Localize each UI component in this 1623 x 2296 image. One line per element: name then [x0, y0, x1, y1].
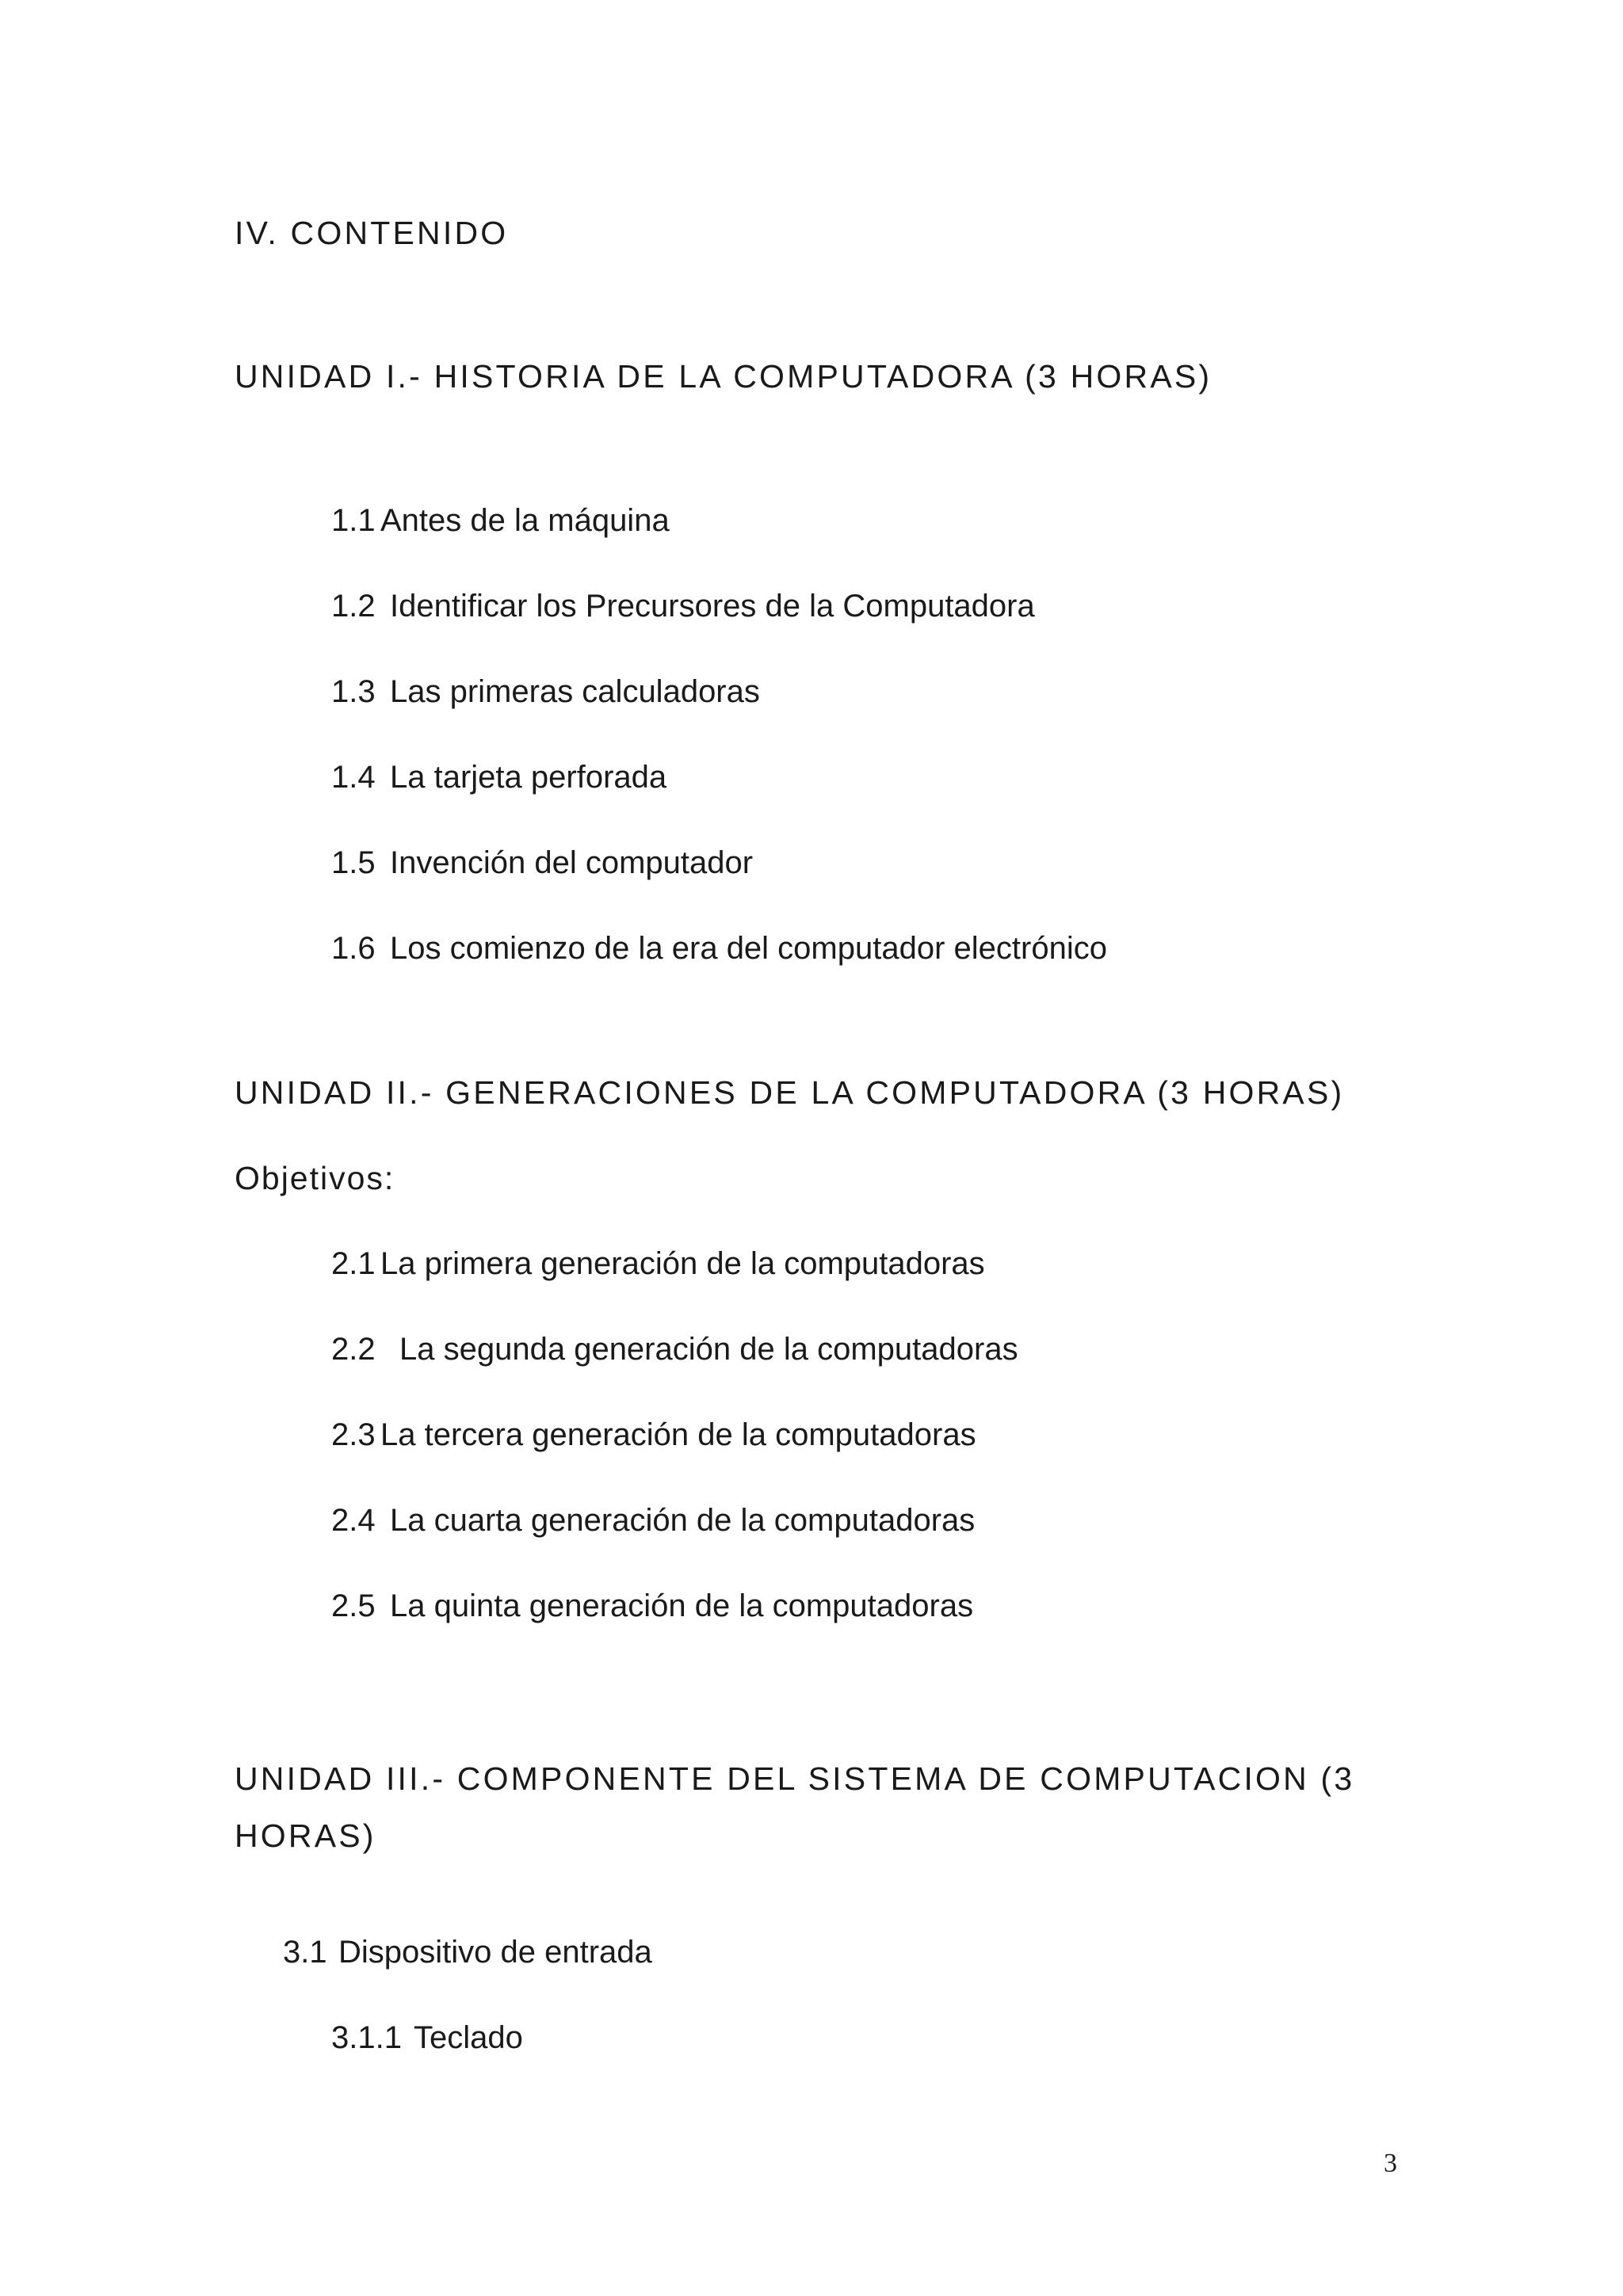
- item-text: La quinta generación de la computadoras: [390, 1589, 974, 1623]
- item-number: 1.6: [331, 931, 376, 966]
- item-text: La tarjeta perforada: [390, 760, 667, 795]
- item-number: 2.5: [331, 1589, 376, 1623]
- list-item: [331, 1248, 985, 1280]
- objectives-label: Objetivos:: [235, 1160, 395, 1196]
- item-number: 1.5: [331, 845, 376, 880]
- item-number: 3.1.1: [331, 2020, 402, 2055]
- item-text: La segunda generación de la computadoras: [399, 1332, 1018, 1367]
- unit-1-title: UNIDAD I.- HISTORIA DE LA COMPUTADORA (3 HORAS): [235, 358, 1212, 395]
- item-text: Invención del computador: [390, 845, 754, 880]
- item-text: Teclado: [414, 2020, 523, 2055]
- list-item: [331, 1419, 976, 1451]
- list-item: [331, 2022, 523, 2054]
- list-item: [331, 590, 1035, 622]
- item-text: La primera generación de la computadoras: [380, 1246, 985, 1281]
- list-item: [331, 505, 670, 536]
- item-number: 2.3: [331, 1417, 376, 1452]
- list-item: [331, 761, 666, 793]
- item-text: Identificar los Precursores de la Computadora: [390, 589, 1035, 624]
- list-item: [331, 847, 753, 879]
- section-title: IV. CONTENIDO: [235, 215, 509, 251]
- list-item: [331, 1590, 973, 1622]
- list-item: [331, 1333, 1018, 1365]
- list-item: [331, 933, 1107, 964]
- item-text: Las primeras calculadoras: [390, 674, 760, 709]
- item-number: 3.1: [283, 1935, 327, 1970]
- item-number: 2.4: [331, 1503, 376, 1538]
- item-text: La tercera generación de la computadoras: [380, 1417, 976, 1452]
- list-item: [331, 676, 760, 707]
- item-number: 1.4: [331, 760, 376, 795]
- list-item: [283, 1936, 652, 1968]
- item-text: Dispositivo de entrada: [338, 1935, 652, 1970]
- item-number: 2.2: [331, 1332, 376, 1367]
- page-number: 3: [1384, 2149, 1397, 2178]
- unit-2-title: UNIDAD II.- GENERACIONES DE LA COMPUTADORA (3 HORAS): [235, 1074, 1345, 1111]
- item-text: Antes de la máquina: [380, 503, 670, 538]
- unit-3-title: UNIDAD III.- COMPONENTE DEL SISTEMA DE COMPUTACION (3 HORAS): [235, 1760, 1355, 1854]
- item-number: 1.3: [331, 674, 376, 709]
- item-text: La cuarta generación de la computadoras: [390, 1503, 976, 1538]
- item-number: 1.1: [331, 503, 376, 538]
- item-text: Los comienzo de la era del computador electrónico: [390, 931, 1107, 966]
- item-number: 2.1: [331, 1246, 376, 1281]
- item-number: 1.2: [331, 589, 376, 624]
- list-item: [331, 1505, 975, 1536]
